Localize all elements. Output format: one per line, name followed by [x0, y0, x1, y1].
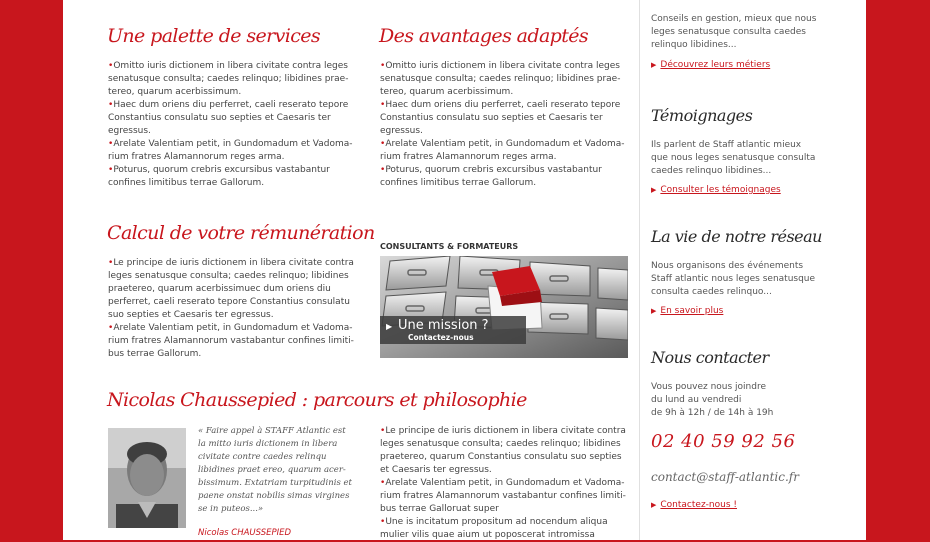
- page-content: [63, 0, 866, 540]
- list-item: • Haec dum oriens diu perferret, caeli reserato tepore Constantius consulatu suo septies et Caesaris ter egressus.: [380, 99, 628, 138]
- list-item: • Poturus, quorum crebris excursibus vastabantur confines limitibus terrae Gallorum.: [108, 164, 358, 190]
- temoignages-text: Ils parlent de Staff atlantic mieux que nous leges senatusque consulta caedes relinquo libidines...: [651, 140, 816, 176]
- arrow-right-icon: ▶: [651, 61, 657, 69]
- nicolas-quote: « Faire appel à STAFF Atlantic est la mitto iuris dictionem in libera civitate contre caedes relinqu libidines praet ereo, quarum acer-bissimum. Extatriam turpitudinis et paene onstat nobilis simas virgines se in puteos...»: [198, 426, 352, 514]
- email-address[interactable]: contact@staff-atlantic.fr: [651, 470, 799, 484]
- phone-number[interactable]: 02 40 59 92 56: [651, 431, 796, 452]
- nicolas-signature: Nicolas CHAUSSEPIED: [198, 528, 292, 538]
- contact-link[interactable]: [651, 500, 737, 510]
- temoignages-link-label: Consulter les témoignages: [660, 185, 781, 195]
- list-item: • Arelate Valentiam petit, in Gundomadum et Vadoma-rium fratres Alamannorum reges arma.: [380, 138, 628, 164]
- calcul-list: [108, 257, 356, 361]
- mission-cta-box[interactable]: [380, 316, 526, 344]
- temoignages-title: Témoignages: [651, 106, 753, 125]
- reseau-text: Nous organisons des événements Staff atlantic nous leges senatusque consulta caedes relinquo...: [651, 261, 816, 297]
- arrow-right-icon: ▶: [651, 501, 657, 509]
- avantages-list: [380, 60, 628, 190]
- reseau-link-label: En savoir plus: [660, 306, 724, 316]
- avantages-title: Des avantages adaptés: [379, 25, 589, 47]
- mission-cta-sub: Contactez-nous: [408, 333, 474, 342]
- calcul-section: [107, 222, 375, 244]
- list-item: • Poturus, quorum crebris excursibus vastabantur confines limitibus terrae Gallorum.: [380, 164, 628, 190]
- arrow-right-icon: ▶: [651, 186, 657, 194]
- arrow-right-icon: ▶: [651, 307, 657, 315]
- contact-link-label: Contactez-nous !: [660, 500, 737, 510]
- reseau-title: La vie de notre réseau: [651, 227, 822, 246]
- contact-hours: [651, 381, 831, 420]
- metiers-text: Conseils en gestion, mieux que nous leges senatusque consulta caedes relinquo libidines...: [651, 14, 817, 50]
- mission-label: CONSULTANTS & FORMATEURS: [380, 242, 519, 251]
- list-item: • Arelate Valentiam petit, in Gundomadum et Vadoma-rium fratres Alamannorum vastabantur confines limiti-bus terrae Gallorum.: [108, 322, 356, 361]
- nicolas-photo: [108, 428, 186, 528]
- list-item: • Le principe de iuris dictionem in libera civitate contra leges senatusque consulta; caedes relinquo; libidines praetereo, quarum acerbissimuec dum oriens diu perferret, caeli reserato tepore Constantius consulatu suo septies et Caesaris ter egressus.: [108, 257, 356, 322]
- temoignages-heading: [651, 106, 752, 125]
- reseau-heading: [651, 227, 822, 246]
- temoignages-link[interactable]: [651, 185, 781, 195]
- contact-heading: [651, 348, 769, 367]
- contact-line: Vous pouvez nous joindre: [651, 382, 767, 392]
- mission-banner[interactable]: [380, 256, 628, 358]
- portrait-image: [108, 428, 186, 528]
- services-title: Une palette de services: [107, 25, 321, 47]
- list-item: • Arelate Valentiam petit, in Gundomadum et Vadoma-rium fratres Alamannorum reges arma.: [108, 138, 358, 164]
- services-section: [107, 25, 357, 47]
- calcul-title: Calcul de votre rémunération: [107, 222, 375, 244]
- play-arrow-icon: ▶: [386, 322, 393, 331]
- contact-title: Nous contacter: [651, 348, 769, 367]
- reseau-link[interactable]: [651, 306, 723, 316]
- list-item: • Une is incitatum propositum ad nocendum aliqua mulier vilis quae aium ut poposcerat intromissa: [380, 516, 630, 542]
- nicolas-section: [107, 389, 607, 411]
- list-item: • Omitto iuris dictionem in libera civitate contra leges senatusque consulta; caedes relinquo; libidines prae-tereo, quarum acerbissimum.: [380, 60, 628, 99]
- metiers-link[interactable]: [651, 60, 770, 70]
- nicolas-list: [380, 425, 630, 542]
- mission-cta: Une mission ?: [398, 318, 489, 333]
- list-item: • Omitto iuris dictionem in libera civitate contra leges senatusque consulta; caedes relinquo; libidines prae-tereo, quarum acerbissimum.: [108, 60, 358, 99]
- contact-line: du lund au vendredi: [651, 395, 742, 405]
- nicolas-title: Nicolas Chaussepied : parcours et philosophie: [107, 389, 527, 411]
- contact-line: de 9h à 12h / de 14h à 19h: [651, 408, 774, 418]
- avantages-section: [379, 25, 629, 47]
- column-divider: [639, 0, 640, 540]
- list-item: • Haec dum oriens diu perferret, caeli reserato tepore Constantius consulatu suo septies et Caesaris ter egressus.: [108, 99, 358, 138]
- services-list: [108, 60, 358, 190]
- list-item: • Arelate Valentiam petit, in Gundomadum et Vadoma-rium fratres Alamannorum vastabantur confines limiti-bus terrae Galloruat super: [380, 477, 630, 516]
- main-column: [63, 0, 639, 540]
- metiers-link-label: Découvrez leurs métiers: [660, 60, 771, 70]
- list-item: • Le principe de iuris dictionem in libera civitate contra leges senatusque consulta; caedes relinquo; libidines praetereo, quarum Constantius consulatu suo septies et Caesaris ter egressus.: [380, 425, 630, 477]
